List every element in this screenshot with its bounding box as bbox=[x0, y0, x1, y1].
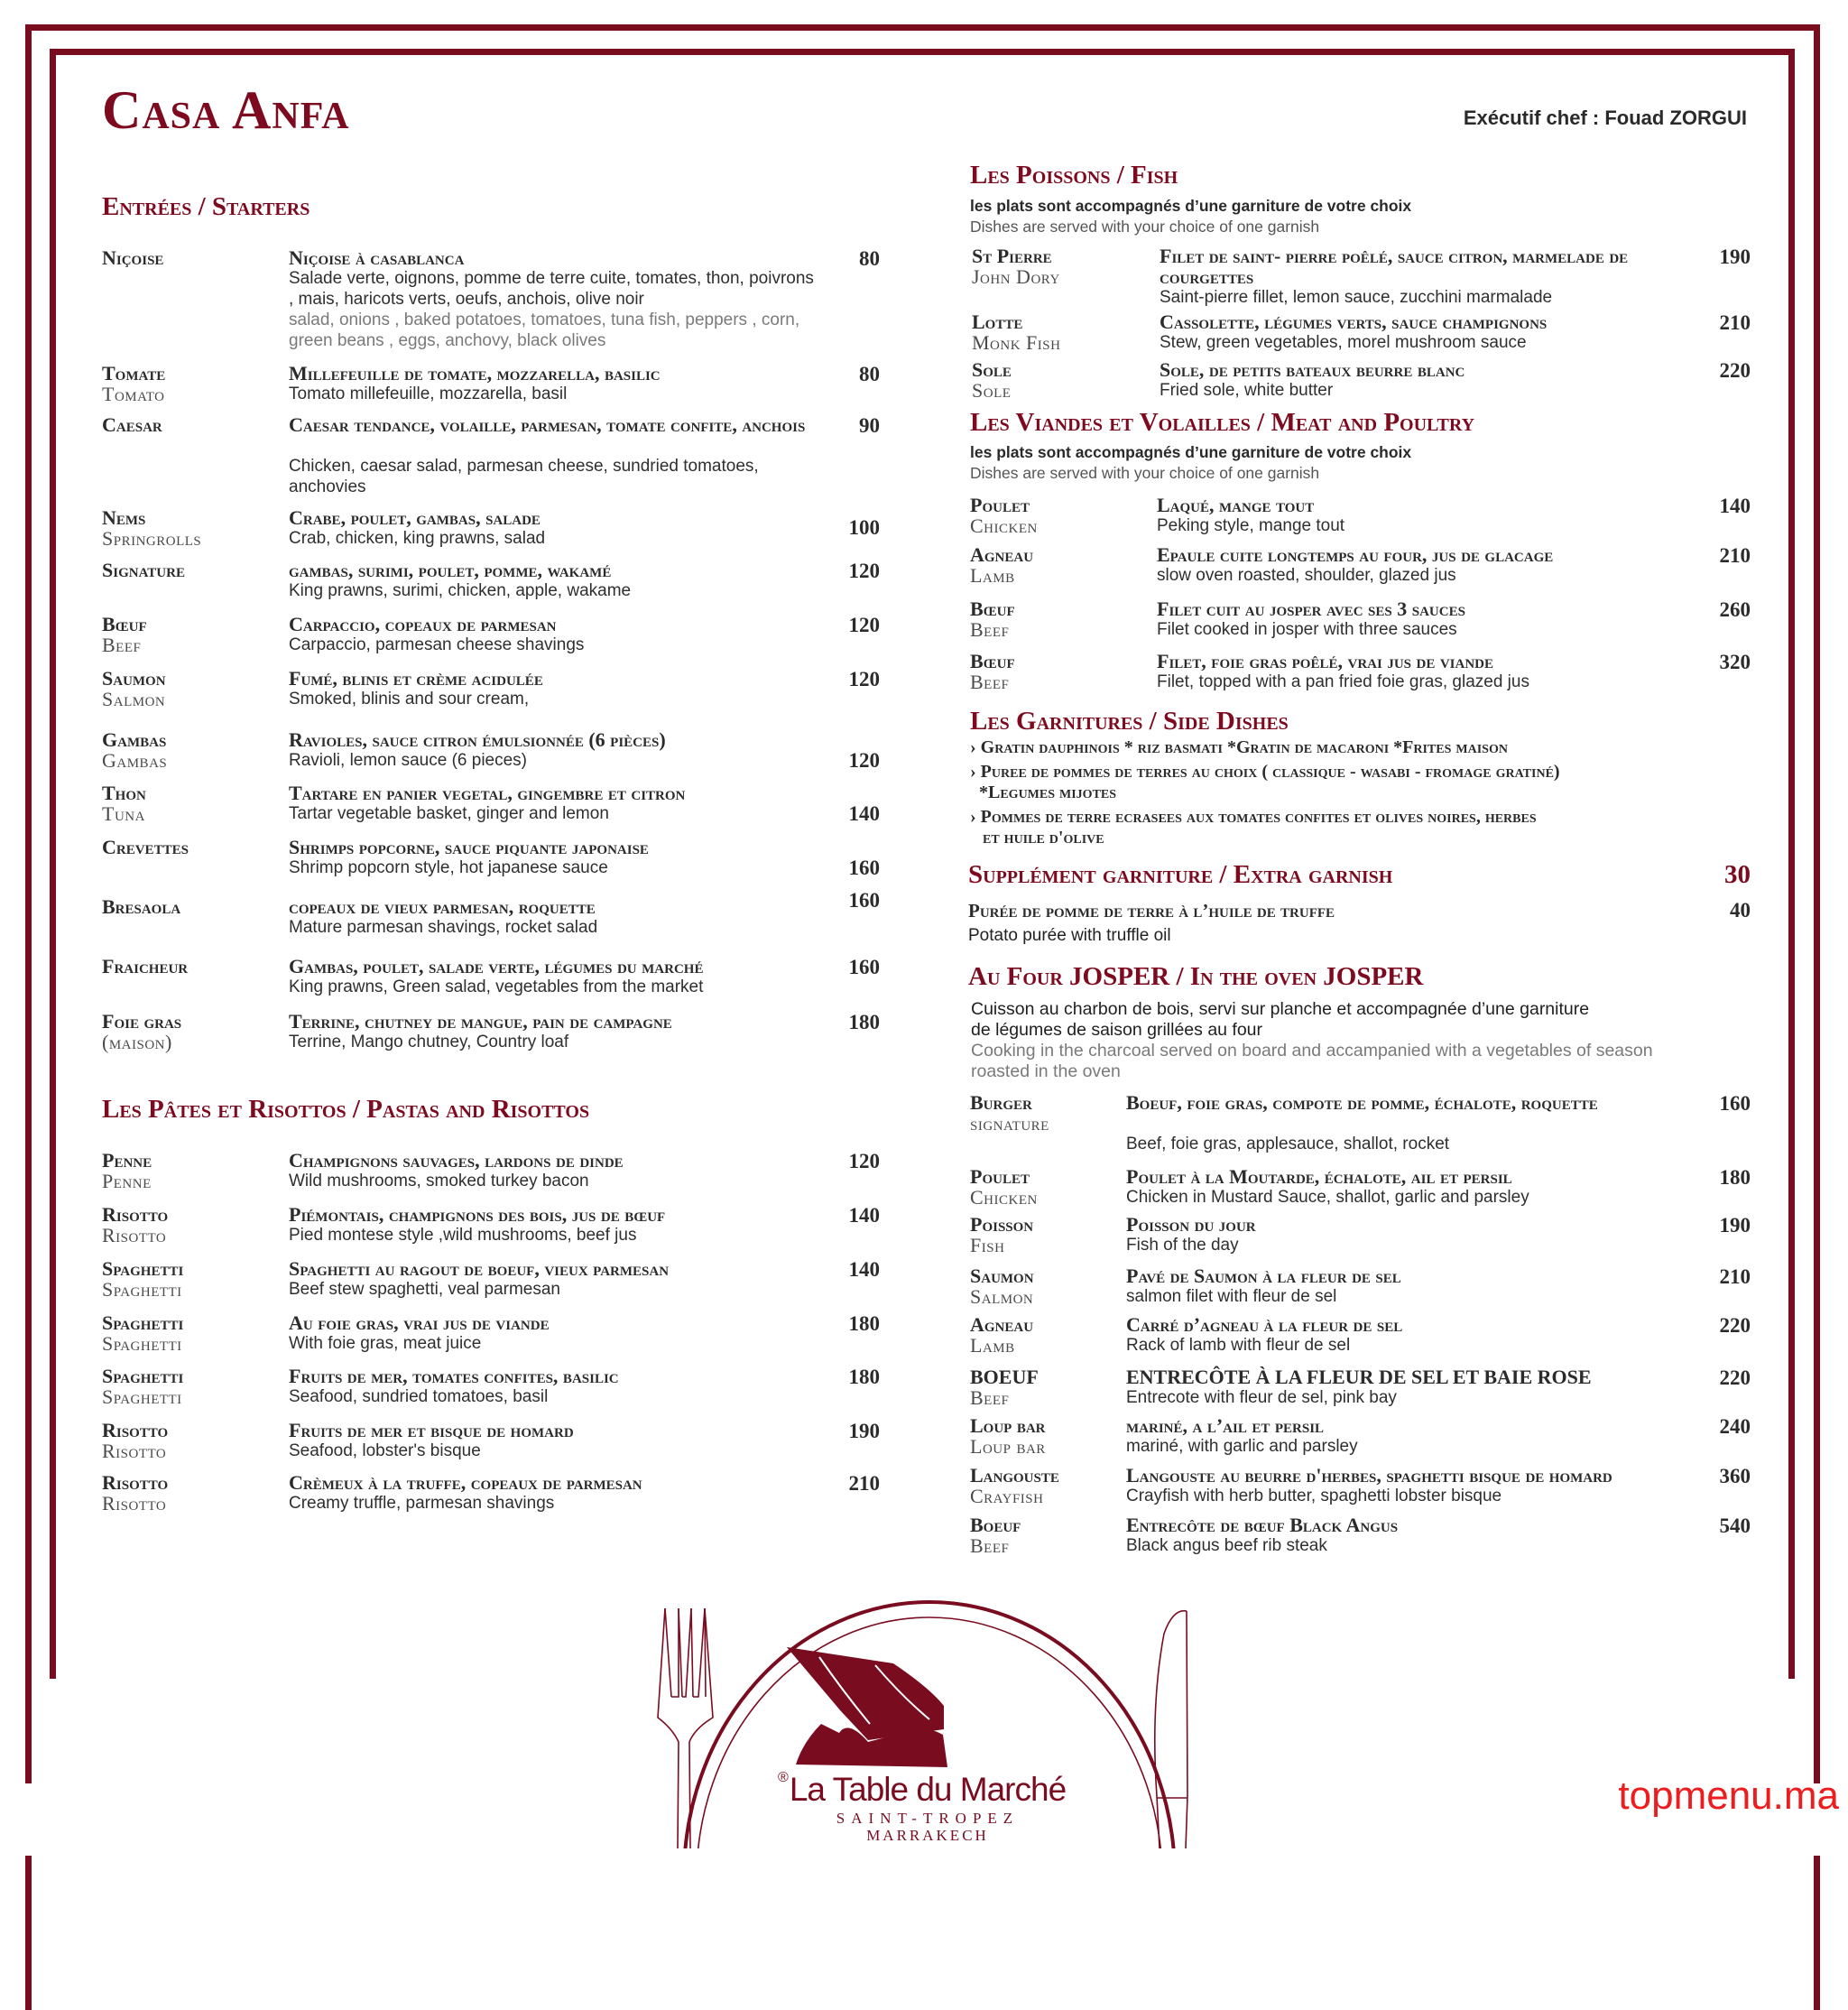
item-price: 360 bbox=[1719, 1465, 1751, 1487]
item-name-en: Tomato bbox=[102, 383, 165, 405]
dish-title: Epaule cuite longtemps au four, jus de glacage bbox=[1157, 543, 1554, 566]
section-title-josper: Au Four JOSPER / In the oven JOSPER bbox=[968, 962, 1424, 991]
item-name-en: Beef bbox=[970, 618, 1010, 641]
side-dishes-line-2: › Puree de pommes de terres au choix ( classique - wasabi - fromage gratiné) bbox=[970, 762, 1560, 782]
item-name: Saumon bbox=[970, 1264, 1034, 1287]
dish-title: Filet, foie gras poêlé, vrai jus de viande bbox=[1157, 650, 1494, 672]
item-price: 540 bbox=[1719, 1514, 1751, 1537]
dish-desc: Filet, topped with a pan fried foie gras, glazed jus bbox=[1157, 672, 1529, 691]
fish-note-en: Dishes are served with your choice of one garnish bbox=[970, 218, 1320, 236]
item-price: 140 bbox=[848, 1258, 880, 1281]
dish-desc: Pied montese style ,wild mushrooms, beef jus bbox=[289, 1226, 637, 1245]
bullet-icon: › bbox=[970, 737, 981, 757]
item-name-en: Tuna bbox=[102, 802, 145, 825]
dish-title: Tartare en panier vegetal, gingembre et citron bbox=[289, 782, 686, 804]
dish-desc: Beef stew spaghetti, veal parmesan bbox=[289, 1280, 561, 1299]
item-name: Boeuf bbox=[970, 1514, 1021, 1536]
item-name: Thon bbox=[102, 782, 146, 804]
side-dishes-line-3: *Legumes mijotes bbox=[979, 783, 1117, 802]
item-name: Bœuf bbox=[102, 613, 147, 635]
dish-title: Filet de saint- pierre poêlé, sauce citron, marmelade de courgettes bbox=[1160, 245, 1629, 288]
dish-desc: Black angus beef rib steak bbox=[1126, 1536, 1327, 1555]
side-dishes-line-5: et huile d'olive bbox=[983, 828, 1104, 848]
item-price: 160 bbox=[848, 857, 880, 879]
item-price: 120 bbox=[848, 749, 880, 772]
item-name: Bœuf bbox=[970, 650, 1015, 672]
dish-desc: With foie gras, meat juice bbox=[289, 1334, 482, 1353]
dish-desc: Tomato millefeuille, mozzarella, basil bbox=[289, 384, 568, 403]
item-name-en: Beef bbox=[970, 1534, 1010, 1557]
item-name-en: Salmon bbox=[970, 1285, 1034, 1308]
item-price: 190 bbox=[848, 1420, 880, 1442]
item-price: 80 bbox=[859, 363, 880, 385]
dish-title: Sole, de petits bateaux beurre blanc bbox=[1160, 358, 1465, 381]
dish-desc: salmon filet with fleur de sel bbox=[1126, 1287, 1337, 1306]
item-price: 180 bbox=[848, 1312, 880, 1335]
dish-title: Crèmeux à la truffe, copeaux de parmesan bbox=[289, 1471, 642, 1494]
josper-intro-fr-1: Cuisson au charbon de bois, servi sur planche et accompagnée d’une garniture bbox=[971, 999, 1590, 1019]
item-name-en: Salmon bbox=[102, 688, 166, 710]
meat-note-fr: les plats sont accompagnés d’une garniture de votre choix bbox=[970, 443, 1412, 461]
item-name-en: Chicken bbox=[970, 1186, 1038, 1209]
side-dishes-line-4: › Pommes de terre ecrasees aux tomates confites et olives noires, herbes bbox=[970, 807, 1537, 827]
dish-title: Laqué, mange tout bbox=[1157, 494, 1315, 516]
item-price: 120 bbox=[848, 614, 880, 636]
dish-desc: Seafood, lobster's bisque bbox=[289, 1441, 481, 1460]
josper-intro-fr-2: de légumes de saison grillées au four bbox=[971, 1020, 1263, 1040]
item-name: Bresaola bbox=[102, 895, 181, 918]
item-price: 260 bbox=[1719, 598, 1751, 621]
item-name-en: Crayfish bbox=[970, 1485, 1044, 1507]
dish-title: Niçoise à casablanca bbox=[289, 246, 465, 269]
dish-title: Piémontais, champignons des bois, jus de bœuf bbox=[289, 1203, 666, 1226]
side-dishes-line-1: › Gratin dauphinois * riz basmati *Gratin de macaroni *Frites maison bbox=[970, 737, 1508, 757]
dish-desc: Crayfish with herb butter, spaghetti lobster bisque bbox=[1126, 1487, 1502, 1505]
item-name: Risotto bbox=[102, 1471, 169, 1494]
item-name-en: Risotto bbox=[102, 1492, 167, 1514]
item-name-en: Chicken bbox=[970, 514, 1038, 537]
dish-desc: Mature parmesan shavings, rocket salad bbox=[289, 918, 598, 937]
dish-desc: mariné, with garlic and parsley bbox=[1126, 1437, 1358, 1456]
dish-title: Poisson du jour bbox=[1126, 1213, 1256, 1236]
dish-title: Terrine, chutney de mangue, pain de campagne bbox=[289, 1010, 672, 1033]
item-name: Spaghetti bbox=[102, 1365, 184, 1387]
item-name: Gambas bbox=[102, 728, 167, 751]
bullet-icon: › bbox=[970, 807, 981, 827]
item-name: Foie gras bbox=[102, 1010, 182, 1033]
knife-icon bbox=[1155, 1611, 1187, 1848]
item-price: 210 bbox=[1719, 311, 1751, 334]
dish-title: Boeuf, foie gras, compote de pomme, échalote, roquette bbox=[1126, 1091, 1598, 1114]
dish-desc: Seafood, sundried tomatoes, basil bbox=[289, 1387, 549, 1406]
item-price: 140 bbox=[848, 1204, 880, 1227]
item-price: 210 bbox=[848, 1472, 880, 1495]
section-title-fish: Les Poissons / Fish bbox=[970, 161, 1178, 190]
logo-city-2: MARRAKECH bbox=[866, 1827, 989, 1844]
item-price: 120 bbox=[848, 668, 880, 690]
item-name-en: Sole bbox=[972, 379, 1012, 402]
dish-desc: Rack of lamb with fleur de sel bbox=[1126, 1336, 1351, 1355]
item-name-en: signature bbox=[970, 1112, 1049, 1135]
dish-title: Carré d’agneau à la fleur de sel bbox=[1126, 1313, 1403, 1336]
dish-desc: King prawns, surimi, chicken, apple, wakame bbox=[289, 581, 632, 600]
josper-intro-en-2: roasted in the oven bbox=[971, 1061, 1121, 1081]
dish-desc: Crab, chicken, king prawns, salad bbox=[289, 529, 546, 548]
item-price: 100 bbox=[848, 516, 880, 539]
dish-title: Fruits de mer, tomates confites, basilic bbox=[289, 1365, 619, 1387]
dish-desc-en: salad, onions , baked potatoes, tomatoes, tuna fish, peppers , corn, green beans , eggs, anchovy, black olives bbox=[289, 310, 800, 350]
item-price: 320 bbox=[1719, 651, 1751, 673]
logo-name: La Table du Marché bbox=[789, 1771, 1067, 1808]
item-name: Crevettes bbox=[102, 836, 189, 858]
dish-title: Filet cuit au josper avec ses 3 sauces bbox=[1157, 597, 1465, 620]
item-name-en: Risotto bbox=[102, 1224, 167, 1246]
dish-desc: Saint-pierre fillet, lemon sauce, zucchini marmalade bbox=[1160, 288, 1553, 307]
item-name: Tomate bbox=[102, 362, 166, 384]
item-name: BOEUF bbox=[970, 1366, 1039, 1388]
dish-title: Carpaccio, copeaux de parmesan bbox=[289, 613, 557, 635]
item-name-en: Spaghetti bbox=[102, 1385, 182, 1408]
item-name: Sole bbox=[972, 358, 1012, 381]
item-name: Risotto bbox=[102, 1419, 169, 1441]
dish-title: Champignons sauvages, lardons de dinde bbox=[289, 1149, 624, 1172]
dish-desc: Fish of the day bbox=[1126, 1236, 1239, 1255]
item-name-en: Fish bbox=[970, 1234, 1005, 1256]
item-name-en: Spaghetti bbox=[102, 1278, 182, 1301]
item-name-en: Beef bbox=[970, 1386, 1010, 1409]
dish-title: Cassolette, légumes verts, sauce champignons bbox=[1160, 310, 1548, 333]
extra-garnish-price: 30 bbox=[1724, 860, 1751, 889]
dish-desc: Smoked, blinis and sour cream, bbox=[289, 690, 530, 709]
registered-mark: ® bbox=[778, 1770, 789, 1785]
item-price: 220 bbox=[1719, 1314, 1751, 1337]
dish-title: Entrecôte de bœuf Black Angus bbox=[1126, 1514, 1399, 1536]
item-name: Caesar bbox=[102, 413, 162, 436]
truffle-puree-desc: Potato purée with truffle oil bbox=[968, 926, 1171, 945]
bullet-icon: › bbox=[970, 762, 981, 782]
dish-desc: Carpaccio, parmesan cheese shavings bbox=[289, 635, 585, 654]
item-price: 140 bbox=[1719, 495, 1751, 517]
dish-desc-fr: Salade verte, oignons, pomme de terre cuite, tomates, thon, poivrons , mais, haricots verts, oeufs, anchois, olive noir bbox=[289, 269, 814, 309]
item-price: 210 bbox=[1719, 544, 1751, 567]
item-price: 240 bbox=[1719, 1415, 1751, 1438]
dish-desc: slow oven roasted, shoulder, glazed jus bbox=[1157, 566, 1456, 585]
section-title-pastas: Les Pâtes et Risottos / Pastas and Risottos bbox=[102, 1095, 590, 1124]
dish-desc: Creamy truffle, parmesan shavings bbox=[289, 1494, 555, 1513]
item-name: Langouste bbox=[970, 1464, 1059, 1487]
item-price: 180 bbox=[848, 1011, 880, 1033]
item-name: Bœuf bbox=[970, 597, 1015, 620]
item-name-en: Beef bbox=[102, 634, 142, 656]
item-price: 160 bbox=[848, 956, 880, 978]
dish-title: ENTRECÔTE À LA FLEUR DE SEL ET BAIE ROSE bbox=[1126, 1366, 1592, 1388]
item-name: Lotte bbox=[972, 310, 1023, 333]
item-price: 160 bbox=[1719, 1092, 1751, 1115]
dish-title: Pavé de Saumon à la fleur de sel bbox=[1126, 1264, 1401, 1287]
dish-title: Gambas, poulet, salade verte, légumes du marché bbox=[289, 955, 704, 977]
item-price: 120 bbox=[848, 560, 880, 582]
item-name-en: Beef bbox=[970, 671, 1010, 693]
dish-title: Spaghetti au ragout de boeuf, vieux parmesan bbox=[289, 1257, 670, 1280]
dish-desc: Fried sole, white butter bbox=[1160, 381, 1334, 400]
dish-title: Fruits de mer et bisque de homard bbox=[289, 1419, 574, 1441]
dish-title: copeaux de vieux parmesan, roquette bbox=[289, 895, 596, 918]
item-price: 180 bbox=[1719, 1166, 1751, 1189]
dish-title: gambas, surimi, poulet, pomme, wakamé bbox=[289, 559, 612, 581]
item-name: Agneau bbox=[970, 543, 1034, 566]
item-name-en: Risotto bbox=[102, 1440, 167, 1462]
restaurant-title: Casa Anfa bbox=[102, 80, 350, 140]
dish-title: Au foie gras, vrai jus de viande bbox=[289, 1311, 550, 1334]
item-name: Nems bbox=[102, 506, 146, 529]
item-name: Poulet bbox=[970, 1165, 1030, 1188]
dish-desc: Chicken in Mustard Sauce, shallot, garlic and parsley bbox=[1126, 1188, 1529, 1207]
item-name: Risotto bbox=[102, 1203, 169, 1226]
item-name-en: Monk Fish bbox=[972, 331, 1061, 354]
dish-desc: Wild mushrooms, smoked turkey bacon bbox=[289, 1172, 589, 1190]
dish-desc: Entrecote with fleur de sel, pink bay bbox=[1126, 1388, 1397, 1407]
item-name: Niçoise bbox=[102, 246, 164, 269]
item-price: 220 bbox=[1719, 359, 1751, 382]
fish-note-fr: les plats sont accompagnés d’une garniture de votre choix bbox=[970, 197, 1412, 215]
truffle-puree-price: 40 bbox=[1730, 899, 1751, 922]
item-price: 220 bbox=[1719, 1366, 1751, 1389]
item-name: Burger bbox=[970, 1091, 1032, 1114]
item-price: 80 bbox=[859, 247, 880, 270]
dish-desc: Shrimp popcorn style, hot japanese sauce bbox=[289, 858, 608, 877]
item-name: Spaghetti bbox=[102, 1311, 184, 1334]
dish-desc: Stew, green vegetables, morel mushroom sauce bbox=[1160, 333, 1527, 352]
section-title-meat: Les Viandes et Volailles / Meat and Poultry bbox=[970, 408, 1475, 437]
item-price: 140 bbox=[848, 802, 880, 825]
meat-note-en: Dishes are served with your choice of one garnish bbox=[970, 464, 1320, 482]
dish-title: Caesar tendance, volaille, parmesan, tomate confite, anchois bbox=[289, 413, 806, 436]
dish-desc: Filet cooked in josper with three sauces bbox=[1157, 620, 1457, 639]
item-name-en: Spaghetti bbox=[102, 1332, 182, 1355]
section-title-extra-garnish: Supplément garniture / Extra garnish bbox=[968, 860, 1393, 889]
item-name: Signature bbox=[102, 559, 185, 581]
truffle-puree-title: Purée de pomme de terre à l’huile de truffe bbox=[968, 900, 1335, 922]
dish-desc: Ravioli, lemon sauce (6 pieces) bbox=[289, 751, 528, 770]
dish-title: Langouste au beurre d'herbes, spaghetti bisque de homard bbox=[1126, 1464, 1612, 1487]
section-title-starters: Entrées / Starters bbox=[102, 192, 310, 221]
section-title-sides: Les Garnitures / Side Dishes bbox=[970, 707, 1289, 736]
item-name-en: Loup bar bbox=[970, 1435, 1046, 1458]
dish-desc: Chicken, caesar salad, parmesan cheese, sundried tomatoes, anchovies bbox=[289, 457, 759, 496]
logo-city-1: SAINT-TROPEZ bbox=[836, 1810, 1020, 1827]
awning-icon bbox=[787, 1647, 947, 1767]
dish-title: Ravioles, sauce citron émulsionnée (6 pièces) bbox=[289, 728, 666, 751]
item-name-en: (maison) bbox=[102, 1031, 172, 1053]
dish-desc: Peking style, mange tout bbox=[1157, 516, 1345, 535]
dish-title: Shrimps popcorne, sauce piquante japonaise bbox=[289, 836, 649, 858]
dish-title: Fumé, blinis et crème acidulée bbox=[289, 667, 543, 690]
item-name-en: Gambas bbox=[102, 749, 168, 772]
item-name: Poisson bbox=[970, 1213, 1034, 1236]
dish-desc: King prawns, Green salad, vegetables from the market bbox=[289, 977, 704, 996]
dish-title: Millefeuille de tomate, mozzarella, basilic bbox=[289, 362, 661, 384]
item-name-en: Springrolls bbox=[102, 527, 202, 550]
item-price: 210 bbox=[1719, 1265, 1751, 1288]
item-name: Loup bar bbox=[970, 1414, 1046, 1437]
item-name-en: Lamb bbox=[970, 1334, 1015, 1357]
item-name: Spaghetti bbox=[102, 1257, 184, 1280]
item-name: Fraicheur bbox=[102, 955, 189, 977]
item-name-en: John Dory bbox=[972, 265, 1060, 288]
dish-desc: Beef, foie gras, applesauce, shallot, rocket bbox=[1126, 1135, 1450, 1153]
item-name: Poulet bbox=[970, 494, 1030, 516]
executive-chef: Exécutif chef : Fouad ZORGUI bbox=[1463, 107, 1747, 129]
item-name-en: Penne bbox=[102, 1170, 152, 1192]
dish-desc: Tartar vegetable basket, ginger and lemon bbox=[289, 804, 609, 823]
dish-title: mariné, a l’ail et persil bbox=[1126, 1414, 1325, 1437]
item-price: 190 bbox=[1719, 1214, 1751, 1237]
item-name: Penne bbox=[102, 1149, 152, 1172]
item-name: St Pierre bbox=[972, 245, 1052, 267]
item-name: Agneau bbox=[970, 1313, 1034, 1336]
dish-desc: Terrine, Mango chutney, Country loaf bbox=[289, 1033, 569, 1051]
watermark-link[interactable]: topmenu.ma bbox=[1618, 1774, 1839, 1818]
item-name-en: Lamb bbox=[970, 564, 1015, 587]
item-price: 90 bbox=[859, 414, 880, 437]
item-price: 160 bbox=[848, 889, 880, 912]
item-price: 190 bbox=[1719, 245, 1751, 268]
josper-intro-en-1: Cooking in the charcoal served on board and accampanied with a vegetables of season bbox=[971, 1041, 1653, 1061]
item-name: Saumon bbox=[102, 667, 166, 690]
dish-title: Poulet à la Moutarde, échalote, ail et persil bbox=[1126, 1165, 1512, 1188]
item-price: 120 bbox=[848, 1150, 880, 1172]
item-price: 180 bbox=[848, 1366, 880, 1388]
dish-title: Crabe, poulet, gambas, salade bbox=[289, 506, 541, 529]
